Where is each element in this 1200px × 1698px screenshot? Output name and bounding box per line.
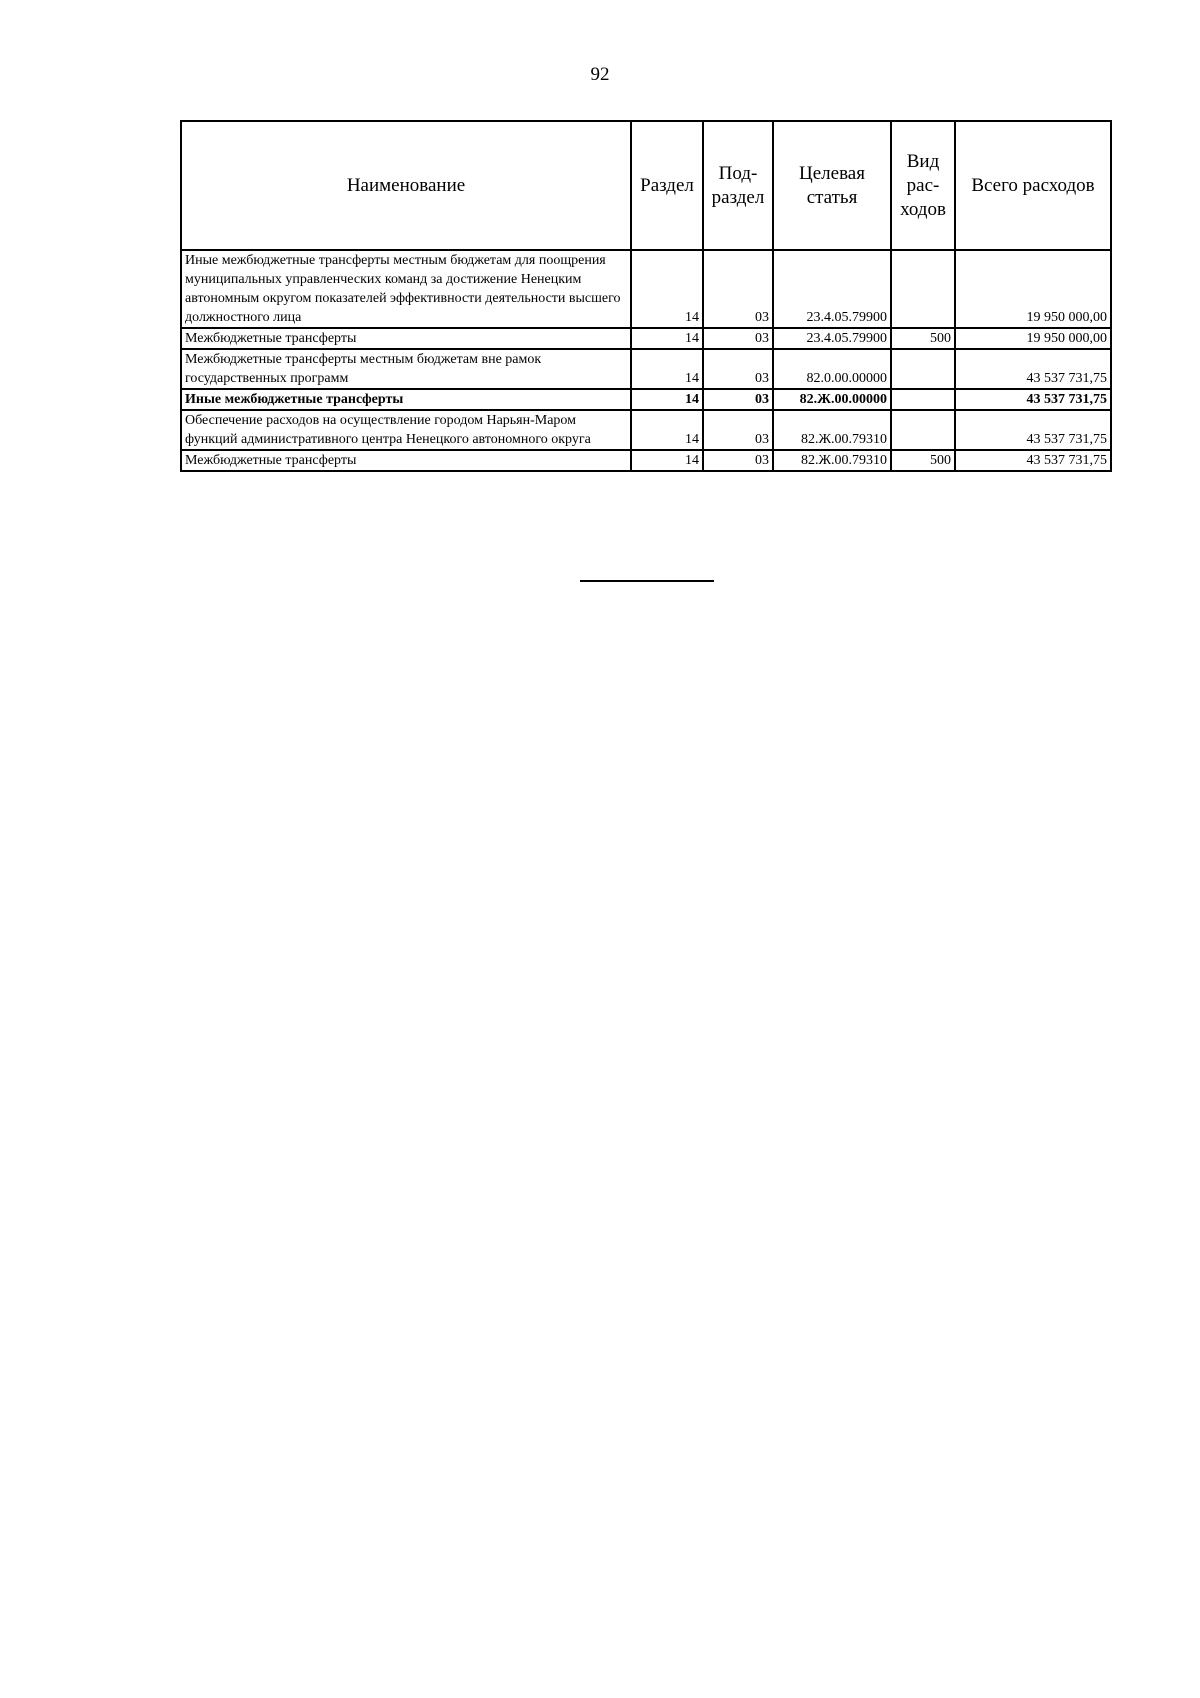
cell-section: 14 <box>631 450 703 471</box>
cell-total: 43 537 731,75 <box>955 410 1111 450</box>
header-target: Целевая статья <box>773 121 891 250</box>
cell-kind <box>891 349 955 389</box>
header-subsection: Под- раздел <box>703 121 773 250</box>
cell-target: 82.Ж.00.00000 <box>773 389 891 410</box>
cell-total: 19 950 000,00 <box>955 328 1111 349</box>
cell-subsection: 03 <box>703 250 773 328</box>
header-name: Наименование <box>181 121 631 250</box>
cell-name: Обеспечение расходов на осуществление городом Нарьян-Маром функций административного центра Ненецкого автономного округа <box>181 410 631 450</box>
table-row <box>181 410 1111 450</box>
table-row <box>181 349 1111 389</box>
table-header-row <box>181 121 1111 250</box>
closing-rule <box>580 580 714 582</box>
table-row <box>181 328 1111 349</box>
cell-section: 14 <box>631 389 703 410</box>
header-kind: Вид рас- ходов <box>891 121 955 250</box>
header-section: Раздел <box>631 121 703 250</box>
page-number: 92 <box>590 64 610 85</box>
cell-target: 23.4.05.79900 <box>773 250 891 328</box>
cell-subsection: 03 <box>703 328 773 349</box>
cell-kind: 500 <box>891 328 955 349</box>
cell-target: 82.Ж.00.79310 <box>773 450 891 471</box>
table-body <box>181 250 1111 471</box>
cell-total: 43 537 731,75 <box>955 450 1111 471</box>
cell-target: 82.0.00.00000 <box>773 349 891 389</box>
cell-name: Иные межбюджетные трансферты <box>181 389 631 410</box>
cell-subsection: 03 <box>703 450 773 471</box>
cell-section: 14 <box>631 349 703 389</box>
table-row <box>181 389 1111 410</box>
cell-section: 14 <box>631 250 703 328</box>
cell-subsection: 03 <box>703 410 773 450</box>
cell-kind <box>891 410 955 450</box>
cell-section: 14 <box>631 328 703 349</box>
table-row <box>181 450 1111 471</box>
cell-name: Межбюджетные трансферты <box>181 328 631 349</box>
cell-kind <box>891 389 955 410</box>
cell-subsection: 03 <box>703 349 773 389</box>
cell-target: 23.4.05.79900 <box>773 328 891 349</box>
header-total: Всего расходов <box>955 121 1111 250</box>
cell-subsection: 03 <box>703 389 773 410</box>
cell-kind: 500 <box>891 450 955 471</box>
cell-kind <box>891 250 955 328</box>
table-row <box>181 250 1111 328</box>
cell-name: Межбюджетные трансферты местным бюджетам вне рамок государственных программ <box>181 349 631 389</box>
cell-total: 43 537 731,75 <box>955 349 1111 389</box>
cell-target: 82.Ж.00.79310 <box>773 410 891 450</box>
expense-table <box>180 120 1112 472</box>
cell-name: Иные межбюджетные трансферты местным бюджетам для поощрения муниципальных управленческих команд за достижение Ненецким автономным округом показателей эффективности деятельности высшего должностного лица <box>181 250 631 328</box>
cell-total: 19 950 000,00 <box>955 250 1111 328</box>
cell-section: 14 <box>631 410 703 450</box>
cell-total: 43 537 731,75 <box>955 389 1111 410</box>
cell-name: Межбюджетные трансферты <box>181 450 631 471</box>
